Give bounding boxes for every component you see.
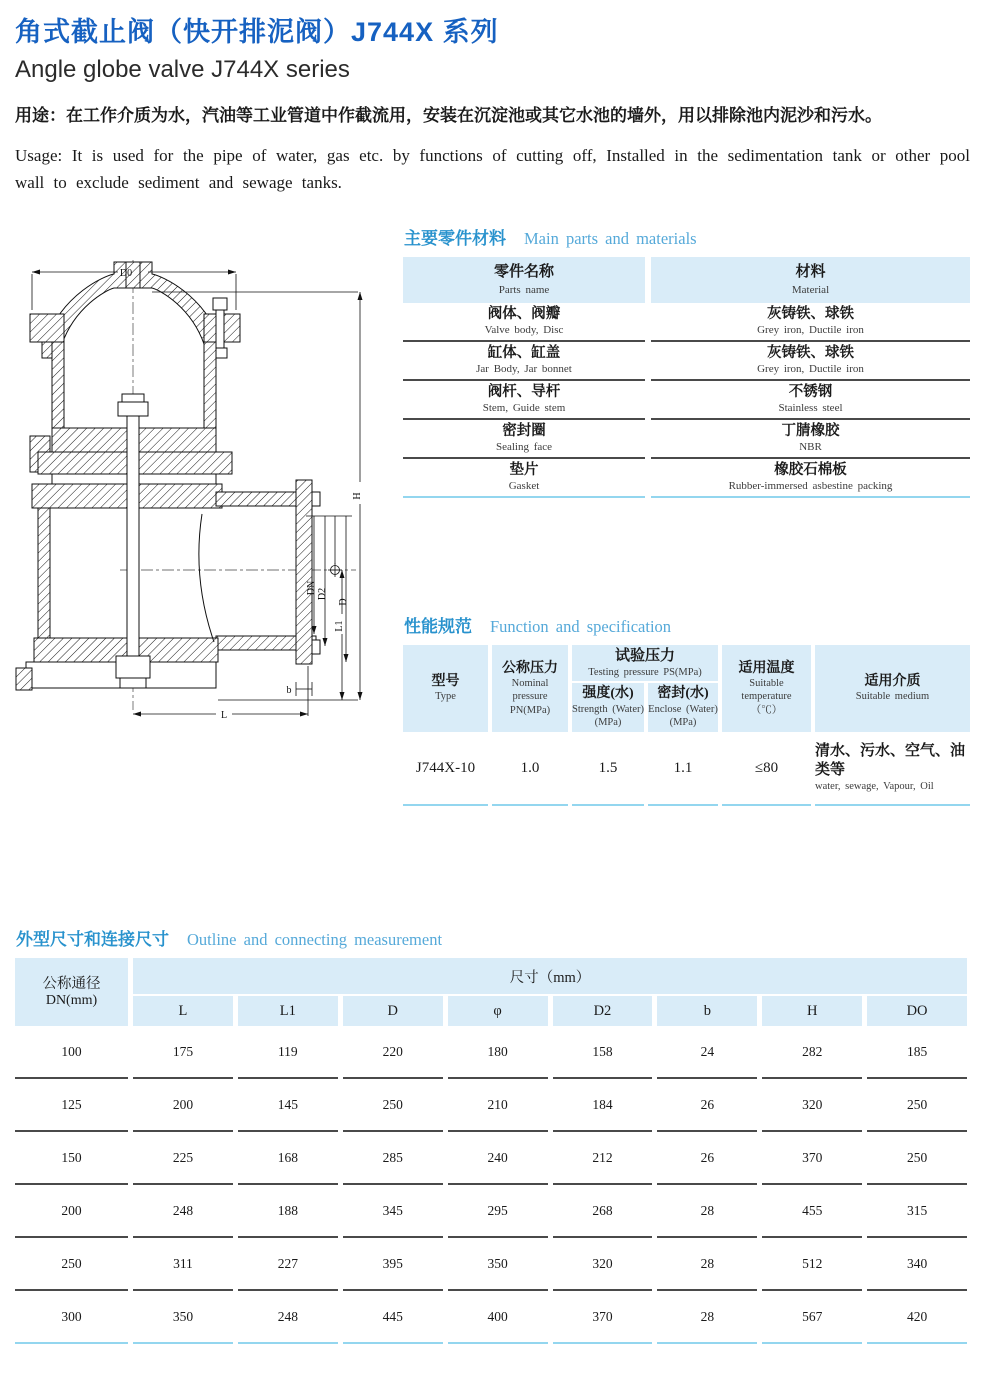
part-zh: 阀体、阀瓣	[487, 306, 561, 323]
arrowhead	[300, 712, 308, 717]
outline-section	[15, 925, 967, 1344]
DO-value: 315	[867, 1185, 967, 1238]
material-zh: 丁腈橡胶	[781, 423, 840, 440]
outline-section-heading	[16, 925, 967, 950]
L1-value: 227	[238, 1238, 338, 1291]
body-wall-left	[38, 508, 50, 638]
type-header-cell	[403, 645, 488, 732]
part-en: Valve body, Disc	[484, 324, 564, 337]
strength-value: 1.5	[572, 732, 644, 806]
part-cell	[403, 459, 645, 498]
usage-text-zh: 用途：在工作介质为水，汽油等工业管道中作截流用，安装在沉淀池或其它水池的墙外，用以排除池内泥沙和污水。	[15, 106, 882, 125]
col-header-b: b	[657, 996, 757, 1026]
strength-zh: 强度(水)	[582, 686, 634, 702]
materials-row	[403, 381, 970, 420]
dim-label-b: b	[286, 685, 292, 696]
dn-value: 150	[15, 1132, 128, 1185]
outline-row	[15, 1079, 967, 1132]
medium-zh: 适用介质	[864, 673, 921, 689]
col-header-L: L	[133, 996, 233, 1026]
material-cell	[651, 420, 970, 459]
col-header-L1: L1	[238, 996, 338, 1026]
L-value: 200	[133, 1079, 233, 1132]
dim-label-l: L	[220, 710, 228, 721]
medium-value-zh: 清水、污水、空气、油类等	[815, 743, 966, 779]
materials-section-heading	[404, 224, 970, 249]
dim-label-l1: L1	[334, 620, 345, 632]
base-foot	[16, 668, 32, 690]
outline-row	[15, 1291, 967, 1344]
outline-title-zh: 外型尺寸和连接尺寸	[16, 930, 169, 949]
type-zh: 型号	[431, 673, 460, 689]
b-value: 28	[657, 1238, 757, 1291]
spec-title-zh: 性能规范	[404, 617, 472, 636]
material-zh: 橡胶石棉板	[774, 462, 847, 479]
stem-bottom-cap	[120, 678, 146, 688]
materials-row	[403, 342, 970, 381]
arrowhead	[323, 638, 328, 646]
col-header-phi: φ	[448, 996, 548, 1026]
spec-title-en: Function and specification	[490, 617, 672, 636]
materials-section	[403, 224, 970, 498]
dn-value: 200	[15, 1185, 128, 1238]
H-value: 320	[762, 1079, 862, 1132]
material-cell	[651, 342, 970, 381]
outlet-flange-tab-bottom	[312, 640, 320, 654]
part-zh: 密封圈	[502, 423, 546, 440]
material-zh: 灰铸铁、球铁	[767, 306, 854, 323]
outline-row	[15, 1132, 967, 1185]
arrowhead	[344, 654, 349, 662]
H-value: 567	[762, 1291, 862, 1344]
phi-value: 240	[448, 1132, 548, 1185]
part-cell	[403, 381, 645, 420]
L1-value: 168	[238, 1132, 338, 1185]
D-value: 285	[343, 1132, 443, 1185]
parts-name-zh: 零件名称	[493, 264, 554, 281]
D2-value: 212	[553, 1132, 653, 1185]
DO-value: 340	[867, 1238, 967, 1291]
part-en: Jar Body, Jar bonnet	[476, 363, 572, 376]
left-top-flange	[30, 314, 64, 342]
phi-value: 295	[448, 1185, 548, 1238]
D2-value: 320	[553, 1238, 653, 1291]
L-value: 311	[133, 1238, 233, 1291]
strength-unit: (MPa)	[594, 717, 622, 729]
dim-label-h: H	[352, 492, 363, 500]
materials-title-zh: 主要零件材料	[404, 229, 506, 248]
b-value: 28	[657, 1291, 757, 1344]
valve-technical-drawing	[8, 252, 400, 734]
outline-title-en: Outline and connecting measurement	[187, 930, 443, 949]
pn-en: Nominal pressure	[511, 678, 549, 702]
valve-cross-section-svg	[8, 252, 400, 734]
dn-zh: 公称通径	[42, 975, 101, 992]
nominal-pressure-header-cell	[492, 645, 568, 732]
usage-text-en: Usage: It is used for the pipe of water, gas etc. by functions of cutting off, Installed in the sedimentation tank or other pool wall to exclude sediment and sewage tanks.	[15, 145, 970, 193]
materials-title-en: Main parts and materials	[524, 229, 697, 248]
part-cell	[403, 342, 645, 381]
dn-value: 100	[15, 1026, 128, 1079]
material-en: Rubber-immersed asbestine packing	[728, 480, 893, 493]
H-value: 370	[762, 1132, 862, 1185]
phi-value: 180	[448, 1026, 548, 1079]
b-value: 26	[657, 1132, 757, 1185]
outline-table-header	[15, 958, 967, 1026]
material-cell	[651, 303, 970, 342]
D2-value: 158	[553, 1026, 653, 1079]
part-zh: 垫片	[509, 462, 539, 479]
dn-en: DN(mm)	[45, 993, 98, 1009]
dn-value: 250	[15, 1238, 128, 1291]
material-zh: 不锈钢	[788, 384, 833, 401]
material-en: NBR	[799, 441, 822, 454]
enclose-en: Enclose (Water)	[648, 703, 718, 715]
D-value: 445	[343, 1291, 443, 1344]
page-header	[15, 10, 970, 197]
arrowhead	[340, 570, 345, 578]
dim-label-dn: DN	[306, 580, 317, 596]
DO-value: 250	[867, 1132, 967, 1185]
page-title-en: Angle globe valve J744X series	[15, 56, 350, 83]
arrowhead	[133, 712, 141, 717]
enclose-value: 1.1	[648, 732, 718, 806]
left-flange-stub	[42, 342, 52, 358]
outline-row	[15, 1185, 967, 1238]
dim-label-d2: D2	[317, 587, 328, 601]
materials-row	[403, 459, 970, 498]
outline-row	[15, 1238, 967, 1291]
D-value: 250	[343, 1079, 443, 1132]
material-en: Grey iron, Ductile iron	[757, 324, 864, 337]
phi-value: 210	[448, 1079, 548, 1132]
spec-section	[403, 612, 970, 806]
L1-value: 248	[238, 1291, 338, 1344]
temperature-value: ≤80	[722, 732, 811, 806]
col-header-DO: DO	[867, 996, 967, 1026]
D2-value: 184	[553, 1079, 653, 1132]
spec-table-header	[403, 645, 970, 732]
medium-en: Suitable medium	[855, 691, 930, 703]
medium-value-en: water, sewage, Vapour, Oil	[815, 780, 934, 792]
material-zh: 材料	[795, 264, 826, 281]
arrowhead	[340, 692, 345, 700]
L-value: 175	[133, 1026, 233, 1079]
material-header-cell	[651, 257, 970, 303]
size-header-cell: 尺寸（mm）	[133, 958, 967, 994]
L-value: 225	[133, 1132, 233, 1185]
temp-en: Suitable temperature	[741, 678, 792, 702]
L1-value: 188	[238, 1185, 338, 1238]
L1-value: 145	[238, 1079, 338, 1132]
D2-value: 370	[553, 1291, 653, 1344]
outlet-end-flange	[296, 480, 312, 664]
material-cell	[651, 459, 970, 498]
col-header-H: H	[762, 996, 862, 1026]
strength-header-cell	[572, 683, 644, 732]
L-value: 350	[133, 1291, 233, 1344]
stem-top-nut	[118, 402, 148, 416]
L-value: 248	[133, 1185, 233, 1238]
dn-value: 300	[15, 1291, 128, 1344]
dn-header-cell	[15, 958, 128, 1026]
disc-curve	[199, 514, 214, 642]
pn-unit: PN(MPa)	[509, 704, 551, 716]
test-zh: 试验压力	[614, 647, 675, 664]
part-zh: 缸体、缸盖	[487, 345, 561, 362]
H-value: 455	[762, 1185, 862, 1238]
part-en: Gasket	[508, 480, 540, 493]
test-en: Testing pressure PS(MPa)	[588, 666, 702, 678]
cylinder-wall-left	[52, 342, 64, 428]
part-en: Stem, Guide stem	[482, 402, 566, 415]
D-value: 395	[343, 1238, 443, 1291]
spec-section-heading	[404, 612, 970, 637]
spec-data-row	[403, 732, 970, 806]
phi-value: 400	[448, 1291, 548, 1344]
b-value: 26	[657, 1079, 757, 1132]
part-zh: 阀杆、导杆	[487, 384, 561, 401]
enclose-unit: (MPa)	[669, 717, 697, 729]
material-zh: 灰铸铁、球铁	[767, 345, 854, 362]
pn-zh: 公称压力	[502, 660, 558, 676]
phi-value: 350	[448, 1238, 548, 1291]
DO-value: 420	[867, 1291, 967, 1344]
page-title-zh: 角式截止阀（快开排泥阀）J744X 系列	[15, 17, 499, 47]
L1-value: 119	[238, 1026, 338, 1079]
temp-zh: 适用温度	[738, 660, 795, 676]
arrowhead	[358, 692, 363, 700]
part-cell	[403, 303, 645, 342]
outlet-flange-tab-top	[312, 492, 320, 506]
b-value: 24	[657, 1026, 757, 1079]
bolt-head	[213, 298, 227, 310]
materials-row	[403, 303, 970, 342]
stem-bottom-nut	[116, 656, 150, 678]
arrowhead	[228, 270, 236, 275]
arrowhead	[358, 292, 363, 300]
col-header-D2: D2	[553, 996, 653, 1026]
type-en: Type	[435, 691, 456, 703]
strength-en: Strength (Water)	[572, 703, 645, 715]
type-value: J744X-10	[403, 732, 488, 806]
materials-table-header	[403, 257, 970, 303]
medium-header-cell	[815, 645, 970, 732]
arrowhead	[32, 270, 40, 275]
temp-unit: （℃）	[750, 704, 783, 716]
testing-pressure-header-cell	[572, 645, 718, 681]
H-value: 512	[762, 1238, 862, 1291]
D-value: 220	[343, 1026, 443, 1079]
b-value: 28	[657, 1185, 757, 1238]
temperature-header-cell	[722, 645, 811, 732]
outline-row	[15, 1026, 967, 1079]
dim-label-d: D	[338, 598, 349, 606]
valve-stem	[127, 416, 139, 656]
parts-name-header-cell	[403, 257, 645, 303]
cylinder-wall-right	[204, 342, 216, 428]
enclose-zh: 密封(水)	[657, 686, 709, 702]
D2-value: 268	[553, 1185, 653, 1238]
enclose-header-cell	[648, 683, 718, 732]
part-en: Sealing face	[495, 441, 553, 454]
materials-row	[403, 420, 970, 459]
medium-value	[815, 732, 970, 806]
dn-value: 125	[15, 1079, 128, 1132]
D-value: 345	[343, 1185, 443, 1238]
H-value: 282	[762, 1026, 862, 1079]
material-en: Stainless steel	[778, 402, 843, 415]
part-cell	[403, 420, 645, 459]
parts-name-en: Parts name	[498, 283, 550, 296]
DO-value: 185	[867, 1026, 967, 1079]
dim-label-d0: D0	[119, 268, 133, 279]
col-header-D: D	[343, 996, 443, 1026]
material-cell	[651, 381, 970, 420]
pn-value: 1.0	[492, 732, 568, 806]
material-en: Material	[791, 283, 830, 296]
DO-value: 250	[867, 1079, 967, 1132]
material-en: Grey iron, Ductile iron	[757, 363, 864, 376]
